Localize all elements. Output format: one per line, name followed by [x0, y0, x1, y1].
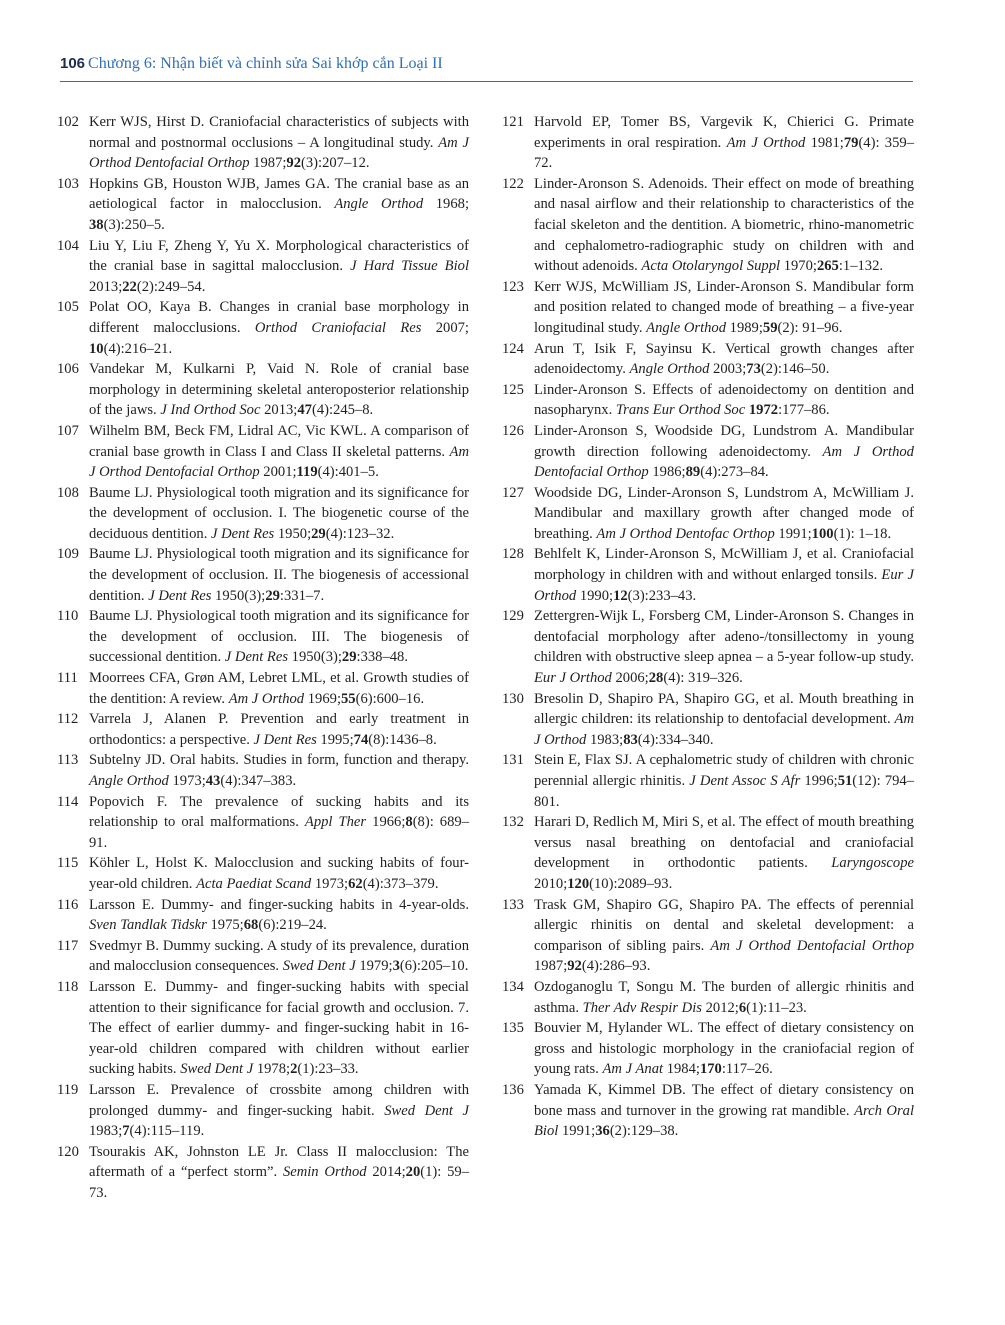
reference-entry	[57, 421, 469, 483]
reference-pages: (4): 319–326.	[663, 670, 743, 687]
reference-pages: (4): 359–72.	[534, 134, 914, 172]
reference-text: Arun T, Isik F, Sayinsu K. Vertical growth changes after adenoidectomy.	[534, 340, 914, 378]
reference-pages: (4):273–84.	[700, 464, 769, 481]
reference-year: 1950;	[274, 525, 312, 542]
reference-year: 1950(3);	[211, 587, 266, 604]
reference-pages: (4):216–21.	[103, 340, 173, 357]
reference-number: 134	[502, 978, 524, 995]
reference-volume: 74	[353, 731, 369, 748]
reference-number: 103	[57, 175, 79, 192]
reference-pages: (10):2089–93.	[589, 875, 673, 892]
reference-year: 1991;	[774, 525, 812, 542]
reference-year: 2013;	[89, 278, 123, 295]
reference-year: 1973;	[311, 875, 349, 892]
reference-volume: 51	[837, 773, 853, 789]
reference-volume: 8	[405, 814, 413, 831]
reference-entry	[57, 359, 469, 421]
reference-number: 117	[57, 937, 79, 954]
reference-volume: 100	[811, 525, 834, 542]
reference-year: 1986;	[648, 464, 686, 481]
reference-entry	[502, 1018, 914, 1080]
reference-journal: J Dent Res	[148, 587, 212, 604]
reference-journal: J Ind Orthod Soc	[160, 402, 261, 419]
reference-text: Bresolin D, Shapiro PA, Shapiro GG, et al. Mouth breathing in allergic children: its relationship to dentofacial development.	[534, 690, 914, 728]
reference-number: 110	[57, 608, 79, 625]
reference-journal: Angle Orthod	[334, 196, 424, 213]
reference-pages: (3):250–5.	[103, 216, 165, 233]
reference-volume: 22	[122, 278, 137, 295]
reference-entry	[502, 895, 914, 977]
reference-pages: (6):219–24.	[258, 917, 327, 934]
references-right-column	[502, 112, 914, 1142]
reference-entry	[502, 606, 914, 688]
reference-entry	[57, 853, 469, 894]
reference-volume: 38	[89, 216, 104, 233]
reference-volume: 36	[595, 1123, 610, 1140]
reference-journal: Sven Tandlak Tidskr	[89, 917, 207, 934]
reference-pages: (2):129–38.	[609, 1123, 679, 1140]
reference-text: Köhler L, Holst K. Malocclusion and sucking habits of four-year-old children.	[89, 855, 469, 892]
reference-year: 1984;	[663, 1061, 700, 1078]
reference-pages: (6):205–10.	[399, 958, 469, 975]
reference-text: Popovich F. The prevalence of sucking habits and its relationship to oral malformations.	[89, 793, 469, 831]
reference-volume: 170	[699, 1061, 722, 1078]
reference-number: 130	[502, 690, 524, 707]
reference-journal: Am J Orthod Dentofacial Orthop	[710, 937, 914, 954]
reference-volume: 55	[341, 690, 356, 707]
reference-volume: 3	[392, 958, 400, 975]
reference-pages: (8): 689–91.	[89, 814, 469, 851]
reference-volume: 92	[286, 155, 302, 172]
reference-year: 1979;	[355, 958, 393, 975]
reference-year: 1990;	[576, 587, 614, 604]
reference-volume: 10	[89, 340, 104, 357]
reference-year: 1983;	[586, 731, 624, 748]
reference-year: 1989;	[726, 319, 763, 336]
reference-text: Behlfelt K, Linder-Aronson S, McWilliam J, et al. Craniofacial morphology in children with and without enlarged tonsils.	[534, 546, 914, 584]
reference-volume: 62	[348, 875, 363, 892]
reference-journal: Orthod Craniofacial Res	[254, 319, 422, 336]
reference-number: 135	[502, 1020, 524, 1037]
reference-volume: 79	[843, 134, 859, 151]
reference-number: 111	[57, 670, 78, 687]
reference-year: 2014;	[366, 1164, 406, 1181]
reference-number: 113	[57, 752, 79, 769]
reference-text: Polat OO, Kaya B. Changes in cranial base morphology in different malocclusions.	[89, 299, 469, 336]
reference-text: Kerr WJS, McWilliam JS, Linder-Aronson S. Mandibular form and position related to changed mode of breathing – a five-year longitudinal study.	[534, 278, 914, 336]
reference-journal: Angle Orthod	[646, 319, 727, 336]
reference-pages: (12): 794–801.	[534, 773, 915, 810]
reference-number: 122	[502, 175, 524, 192]
reference-entry	[57, 297, 469, 359]
reference-pages: (4):401–5.	[317, 464, 379, 481]
reference-entry	[502, 277, 914, 339]
reference-pages: :331–7.	[279, 587, 325, 604]
reference-year: 1987;	[249, 155, 287, 172]
reference-text: Bouvier M, Hylander WL. The effect of dietary consistency on gross and histologic morphology in the craniofacial region of young rats.	[534, 1020, 914, 1078]
reference-journal: J Dent Assoc S Afr	[689, 773, 801, 789]
reference-number: 104	[57, 237, 79, 254]
reference-text: Subtelny JD. Oral habits. Studies in form, function and therapy.	[89, 752, 469, 769]
reference-journal: Arch Oral Biol	[534, 1102, 914, 1140]
reference-journal: J Dent Res	[253, 731, 317, 748]
reference-pages: (2):249–54.	[136, 278, 206, 295]
reference-number: 107	[57, 422, 79, 439]
reference-pages: (1): 1–18.	[833, 525, 892, 542]
reference-entry	[502, 380, 914, 421]
reference-journal: Angle Orthod	[89, 773, 169, 789]
reference-pages: (4):115–119.	[129, 1123, 205, 1140]
reference-text: Zettergren-Wijk L, Forsberg CM, Linder-Aronson S. Changes in dentofacial morphology after adeno-/tonsillectomy in young children with obstructive sleep apnea – a 5-year follow-up study.	[534, 608, 914, 666]
reference-volume: 29	[265, 587, 280, 604]
chapter-title: Chương 6: Nhận biết và chỉnh sửa Sai khớp cắn Loại II	[88, 55, 443, 72]
reference-entry	[57, 895, 469, 936]
reference-entry	[502, 112, 914, 174]
reference-text: Baume LJ. Physiological tooth migration and its significance for the development of occlusion. III. The biogenesis of successional dentition.	[89, 608, 469, 666]
reference-volume: 20	[405, 1164, 421, 1181]
reference-pages: :1–132.	[838, 258, 884, 275]
reference-text: Larsson E. Dummy- and finger-sucking habits with special attention to their significance for facial growth and occlusion. 7. The effect of earlier dummy- and finger-sucking habit in 16-year-old children compared with children without earlier sucking habits.	[89, 978, 469, 1078]
reference-number: 123	[502, 278, 524, 295]
reference-number: 121	[502, 114, 524, 130]
reference-year: 1966;	[366, 814, 406, 831]
reference-journal: Acta Paediat Scand	[196, 875, 312, 892]
reference-journal: Am J Orthod	[726, 134, 806, 151]
reference-volume: 6	[738, 999, 747, 1016]
reference-year: 1969;	[304, 690, 341, 707]
reference-pages: (4):123–32.	[325, 525, 395, 542]
reference-entry	[57, 668, 469, 709]
reference-entry	[57, 936, 469, 977]
page-number: 106	[60, 55, 86, 72]
reference-volume: 83	[623, 731, 638, 748]
reference-entry	[502, 812, 914, 894]
reference-year: 1987;	[534, 958, 568, 975]
reference-volume: 7	[122, 1123, 130, 1140]
reference-number: 109	[57, 546, 79, 563]
reference-journal: Eur J Orthod	[534, 567, 914, 604]
reference-journal: Ther Adv Respir Dis	[582, 999, 702, 1016]
reference-year: 1996;	[800, 773, 838, 789]
reference-number: 125	[502, 381, 524, 398]
reference-pages: (6):600–16.	[355, 690, 425, 707]
reference-year: 1970;	[780, 258, 817, 275]
reference-journal: Semin Orthod	[282, 1164, 367, 1181]
reference-pages: (1): 59–73.	[89, 1164, 470, 1201]
reference-year: 1975;	[206, 917, 244, 934]
reference-year: 2001;	[259, 464, 297, 481]
reference-entry	[57, 709, 469, 750]
reference-text: Tsourakis AK, Johnston LE Jr. Class II malocclusion: The aftermath of a “perfect storm”.	[89, 1143, 469, 1181]
reference-number: 131	[502, 752, 524, 769]
reference-journal: Am J Orthod Dentofacial Orthop	[534, 443, 914, 481]
reference-entry	[57, 236, 469, 298]
reference-text: Varrela J, Alanen P. Prevention and early treatment in orthodontics: a perspective.	[89, 711, 469, 748]
reference-number: 116	[57, 896, 79, 913]
reference-entry	[57, 112, 469, 174]
reference-volume: 92	[567, 958, 582, 975]
reference-pages: (8):1436–8.	[368, 731, 437, 748]
reference-journal: J Dent Res	[211, 525, 275, 542]
reference-entry	[502, 483, 914, 545]
reference-entry	[502, 339, 914, 380]
reference-number: 118	[57, 978, 79, 995]
reference-volume: 47	[297, 402, 312, 419]
reference-entry	[502, 544, 914, 606]
reference-pages: (2): 91–96.	[777, 319, 843, 336]
reference-text: Hopkins GB, Houston WJB, James GA. The cranial base as an aetiological factor in malocclusion.	[89, 175, 469, 213]
reference-pages: (3):207–12.	[301, 155, 370, 172]
reference-pages: :177–86.	[778, 402, 830, 419]
reference-volume: 2	[290, 1061, 298, 1078]
reference-text: Baume LJ. Physiological tooth migration and its significance for the development of occlusion. I. The biogenetic course of the deciduous dentition.	[89, 484, 469, 542]
reference-entry	[57, 792, 469, 854]
reference-text: Woodside DG, Linder-Aronson S, Lundstrom A, McWilliam J. Mandibular and maxillary growth after changed mode of breathing.	[534, 484, 914, 542]
reference-text: Trask GM, Shapiro GG, Shapiro PA. The effects of perennial allergic rhinitis on dental and skeletal development: a comparison of sibling pairs.	[534, 896, 914, 954]
reference-entry	[502, 421, 914, 483]
reference-volume: 89	[685, 464, 701, 481]
reference-text: Vandekar M, Kulkarni P, Vaid N. Role of cranial base morphology in determining skeletal anteroposterior relationship of the jaws.	[89, 361, 469, 419]
reference-number: 108	[57, 484, 79, 501]
reference-text: Larsson E. Dummy- and finger-sucking habits in 4-year-olds.	[89, 896, 469, 913]
reference-text: Harari D, Redlich M, Miri S, et al. The effect of mouth breathing versus nasal breathing on dentofacial and craniofacial development in orthodontic patients.	[534, 814, 914, 872]
reference-entry	[57, 544, 469, 606]
reference-volume: 120	[567, 875, 590, 892]
reference-text: Liu Y, Liu F, Zheng Y, Yu X. Morphological characteristics of the cranial base in sagittal malocclusion.	[89, 237, 469, 275]
reference-volume: 59	[762, 319, 778, 336]
reference-year: 1973;	[168, 773, 206, 789]
reference-text: Yamada K, Kimmel DB. The effect of dietary consistency on bone mass and turnover in the growing rat mandible.	[534, 1081, 914, 1119]
reference-entry	[502, 689, 914, 751]
reference-journal: Am J Orthod Dentofacial Orthop	[89, 134, 469, 172]
reference-volume: 265	[816, 258, 839, 275]
reference-number: 120	[57, 1143, 79, 1160]
reference-journal: Am J Anat	[602, 1061, 664, 1078]
reference-number: 136	[502, 1081, 524, 1098]
reference-year: 1978;	[253, 1061, 291, 1078]
reference-entry	[57, 977, 469, 1080]
reference-number: 124	[502, 340, 524, 357]
reference-year: 2007;	[421, 319, 469, 336]
reference-text: Larsson E. Prevalence of crossbite among children with prolonged dummy- and finger-sucking habit.	[89, 1081, 469, 1119]
reference-journal: Angle Orthod	[629, 361, 710, 378]
reference-number: 115	[57, 855, 79, 872]
reference-entry	[57, 1142, 469, 1204]
reference-pages: (2):146–50.	[760, 361, 830, 378]
reference-number: 119	[57, 1081, 79, 1098]
reference-journal: J Hard Tissue Biol	[350, 258, 469, 275]
reference-year: 1950(3);	[288, 649, 342, 666]
reference-number: 106	[57, 361, 79, 378]
reference-pages: (4):286–93.	[581, 958, 651, 975]
reference-text: Ozdoganoglu T, Songu M. The burden of allergic rhinitis and asthma.	[534, 978, 914, 1016]
reference-volume: 29	[311, 525, 326, 542]
reference-volume: 43	[205, 773, 221, 789]
reference-entry	[502, 1080, 914, 1142]
reference-year: 1983;	[89, 1123, 123, 1140]
reference-year: 1981;	[805, 134, 844, 151]
reference-volume: 68	[243, 917, 259, 934]
reference-volume: 73	[746, 361, 761, 378]
reference-journal: Acta Otolaryngol Suppl	[641, 258, 781, 275]
reference-volume: 28	[648, 670, 664, 687]
reference-journal: Am J Orthod Dentofacial Orthop	[89, 443, 469, 481]
reference-volume: 29	[341, 649, 357, 666]
reference-text: Linder-Aronson S. Adenoids. Their effect on mode of breathing and nasal airflow and their relationship to characteristics of the facial skeleton and the dentition. A biometric, rhino-manometric and cephalometro-radiographic study on children with and without adenoids.	[534, 175, 914, 275]
reference-year: 1968;	[423, 196, 470, 213]
reference-number: 133	[502, 896, 524, 913]
reference-journal: Swed Dent J	[384, 1102, 469, 1119]
references-left-column	[57, 112, 469, 1203]
reference-volume: 12	[613, 587, 628, 604]
reference-pages: (1):23–33.	[297, 1061, 359, 1078]
reference-entry	[57, 1080, 469, 1142]
reference-text: Svedmyr B. Dummy sucking. A study of its prevalence, duration and malocclusion consequences.	[89, 937, 469, 975]
reference-journal: Trans Eur Orthod Soc	[615, 402, 746, 419]
page-header	[60, 55, 913, 82]
reference-entry	[502, 977, 914, 1018]
reference-entry	[57, 750, 469, 791]
reference-year: 1991;	[558, 1123, 596, 1140]
reference-number: 112	[57, 711, 79, 728]
reference-year: 2012;	[701, 999, 739, 1016]
reference-journal: Appl Ther	[304, 814, 367, 831]
reference-text: Moorrees CFA, Grøn AM, Lebret LML, et al. Growth studies of the dentition: A review.	[89, 670, 469, 707]
reference-year: 2006;	[611, 670, 649, 687]
reference-pages: (4):347–383.	[220, 773, 297, 789]
reference-pages: (3):233–43.	[627, 587, 697, 604]
reference-year: 2013;	[260, 402, 298, 419]
reference-year: 1995;	[316, 731, 354, 748]
reference-journal: J Dent Res	[224, 649, 288, 666]
reference-journal: Am J Orthod	[228, 690, 305, 707]
reference-journal: Laryngoscope	[831, 855, 914, 872]
reference-number: 105	[57, 299, 79, 316]
reference-text: Wilhelm BM, Beck FM, Lidral AC, Vic KWL. A comparison of cranial base growth in Class I and Class II skeletal patterns.	[89, 422, 469, 460]
reference-journal: Eur J Orthod	[534, 670, 612, 687]
reference-journal: Swed Dent J	[180, 1061, 254, 1078]
reference-pages: (4):245–8.	[311, 402, 374, 419]
reference-entry	[502, 750, 914, 812]
reference-journal: Swed Dent J	[282, 958, 356, 975]
reference-journal: Am J Orthod	[534, 711, 914, 748]
reference-text: Linder-Aronson S, Woodside DG, Lundstrom A. Mandibular growth direction following adenoidectomy.	[534, 422, 914, 460]
reference-pages: (4):334–340.	[637, 731, 714, 748]
reference-pages: (1):11–23.	[746, 999, 807, 1016]
reference-entry	[502, 174, 914, 277]
reference-number: 126	[502, 422, 524, 439]
reference-volume: 1972	[748, 402, 779, 419]
reference-number: 129	[502, 608, 524, 625]
reference-text: Kerr WJS, Hirst D. Craniofacial characteristics of subjects with normal and postnormal occlusions – A longitudinal study.	[89, 114, 469, 151]
reference-entry	[57, 483, 469, 545]
reference-journal: Am J Orthod Dentofac Orthop	[596, 525, 775, 542]
reference-number: 128	[502, 546, 524, 563]
reference-number: 114	[57, 793, 79, 810]
reference-year: 2003;	[709, 361, 747, 378]
reference-volume: 119	[296, 464, 318, 481]
reference-pages: (4):373–379.	[362, 875, 439, 892]
reference-text: Baume LJ. Physiological tooth migration and its significance for the development of occlusion. II. The biogenesis of accessional dentition.	[89, 546, 469, 604]
reference-entry	[57, 174, 469, 236]
reference-text: Stein E, Flax SJ. A cephalometric study of children with chronic perennial allergic rhinitis.	[534, 752, 914, 789]
reference-pages: :338–48.	[356, 649, 408, 666]
reference-number: 127	[502, 484, 524, 501]
reference-number: 102	[57, 114, 79, 130]
reference-text: Linder-Aronson S. Effects of adenoidectomy on dentition and nasopharynx.	[534, 381, 914, 419]
reference-number: 132	[502, 814, 524, 831]
reference-year: 2010;	[534, 875, 568, 892]
reference-text: Harvold EP, Tomer BS, Vargevik K, Chierici G. Primate experiments in oral respiration.	[534, 114, 914, 151]
reference-pages: :117–26.	[721, 1061, 773, 1078]
reference-entry	[57, 606, 469, 668]
